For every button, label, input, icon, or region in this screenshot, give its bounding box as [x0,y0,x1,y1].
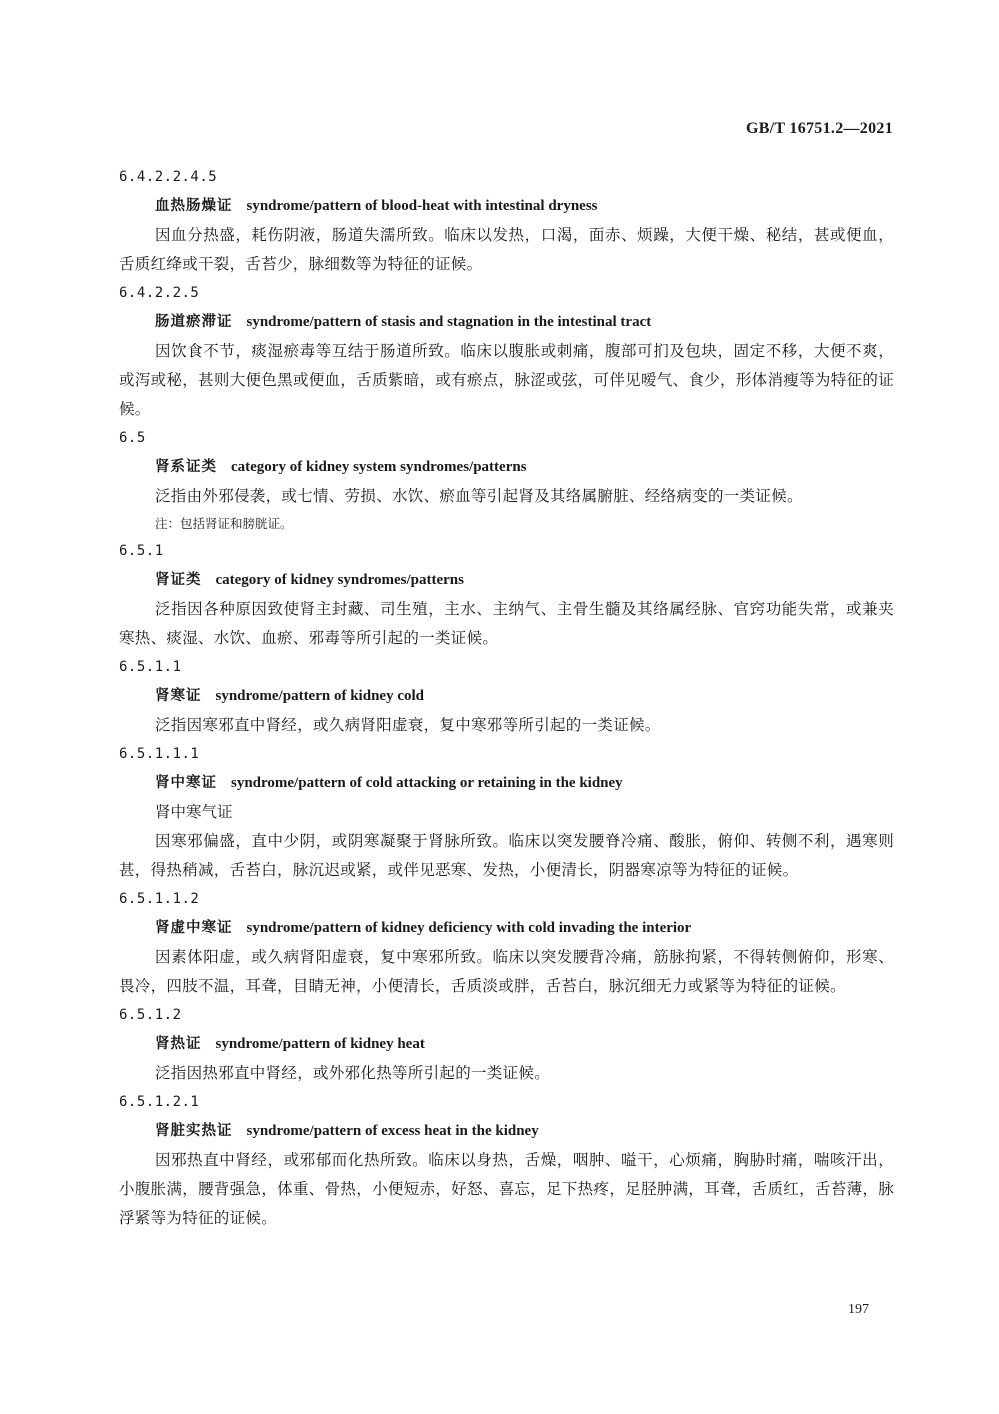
synonym: 肾中寒气证 [155,803,233,821]
definition: 因邪热直中肾经，或邪郁而化热所致。临床以身热，舌燥，咽肿、嗌干，心烦痛，胸胁时痛，喘咳汗出，小腹胀满，腰背强急，体重、骨热，小便短赤，好怒、喜忘，足下热疼，足胫肿满，耳聋，舌质红，舌苔薄，脉浮紧等为特征的证候。 [119,1151,894,1227]
clause-number: 6.5.1.2.1 [119,1094,200,1110]
entry [119,537,894,653]
term-heading [119,192,894,221]
clause-number: 6.5.1.1 [119,659,182,675]
term-chinese: 肾证类 [155,572,202,588]
document-body [119,163,894,1233]
term-english: syndrome/pattern of cold attacking or retaining in the kidney [231,775,623,791]
page-number: 197 [848,1302,869,1317]
clause-number: 6.4.2.2.4.5 [119,169,218,185]
clause-number: 6.5.1 [119,543,164,559]
term-chinese: 血热肠燥证 [155,198,233,214]
term-english: category of kidney syndromes/patterns [215,572,464,588]
term-heading [119,1030,894,1059]
standard-code: GB/T 16751.2—2021 [745,120,893,137]
definition: 因饮食不节，痰湿瘀毒等互结于肠道所致。临床以腹胀或刺痛，腹部可扪及包块，固定不移，大便不爽，或泻或秘，甚则大便色黑或便血，舌质紫暗，或有瘀点，脉涩或弦，可伴见嗳气、食少，形体消瘦等为特征的证候。 [119,342,894,418]
term-heading [119,769,894,798]
definition: 泛指因寒邪直中肾经，或久病肾阳虚衰，复中寒邪等所引起的一类证候。 [155,716,661,734]
term-heading [119,682,894,711]
clause-number: 6.5.1.2 [119,1007,182,1023]
definition: 泛指因热邪直中肾经，或外邪化热等所引起的一类证候。 [155,1064,551,1082]
entry [119,424,894,537]
term-chinese: 肾虚中寒证 [155,920,233,936]
term-chinese: 肾中寒证 [155,775,217,791]
term-english: syndrome/pattern of excess heat in the kidney [246,1123,539,1139]
entry [119,740,894,885]
entry [119,653,894,740]
term-heading [119,566,894,595]
term-chinese: 肾热证 [155,1036,202,1052]
term-english: syndrome/pattern of blood-heat with intestinal dryness [246,198,598,214]
term-chinese: 肠道瘀滞证 [155,314,233,330]
entry [119,885,894,1001]
definition: 因血分热盛，耗伤阴液，肠道失濡所致。临床以发热，口渴，面赤、烦躁，大便干燥、秘结，甚或便血，舌质红绛或干裂，舌苔少，脉细数等为特征的证候。 [119,226,894,273]
term-chinese: 肾系证类 [155,459,217,475]
clause-number: 6.5.1.1.1 [119,746,200,762]
entry [119,1088,894,1233]
entry [119,163,894,279]
entry [119,279,894,424]
term-chinese: 肾脏实热证 [155,1123,233,1139]
definition: 泛指由外邪侵袭，或七情、劳损、水饮、瘀血等引起肾及其络属腑脏、经络病变的一类证候。 [155,487,803,505]
clause-number: 6.4.2.2.5 [119,285,200,301]
clause-number: 6.5 [119,430,146,446]
definition: 因素体阳虚，或久病肾阳虚衰，复中寒邪所致。临床以突发腰背冷痛，筋脉拘紧，不得转侧俯仰，形寒、畏冷，四肢不温，耳聋，目睛无神，小便清长，舌质淡或胖，舌苔白，脉沉细无力或紧等为特征的证候。 [119,948,894,995]
term-heading [119,1117,894,1146]
note: 注：包括肾证和膀胱证。 [155,516,293,531]
entry [119,1001,894,1088]
term-chinese: 肾寒证 [155,688,202,704]
term-english: syndrome/pattern of kidney deficiency with cold invading the interior [246,920,692,936]
term-english: syndrome/pattern of kidney cold [215,688,424,704]
definition: 泛指因各种原因致使肾主封藏、司生殖，主水、主纳气、主骨生髓及其络属经脉、官窍功能失常，或兼夹寒热、痰湿、水饮、血瘀、邪毒等所引起的一类证候。 [119,600,894,647]
term-heading [119,914,894,943]
clause-number: 6.5.1.1.2 [119,891,200,907]
term-heading [119,308,894,337]
term-english: syndrome/pattern of stasis and stagnation in the intestinal tract [246,314,652,330]
term-english: syndrome/pattern of kidney heat [215,1036,425,1052]
term-heading [119,453,894,482]
definition: 因寒邪偏盛，直中少阴，或阴寒凝聚于肾脉所致。临床以突发腰脊冷痛、酸胀，俯仰、转侧不利，遇寒则甚，得热稍减，舌苔白，脉沉迟或紧，或伴见恶寒、发热，小便清长，阴器寒凉等为特征的证候。 [119,832,894,879]
term-english: category of kidney system syndromes/patterns [231,459,527,475]
